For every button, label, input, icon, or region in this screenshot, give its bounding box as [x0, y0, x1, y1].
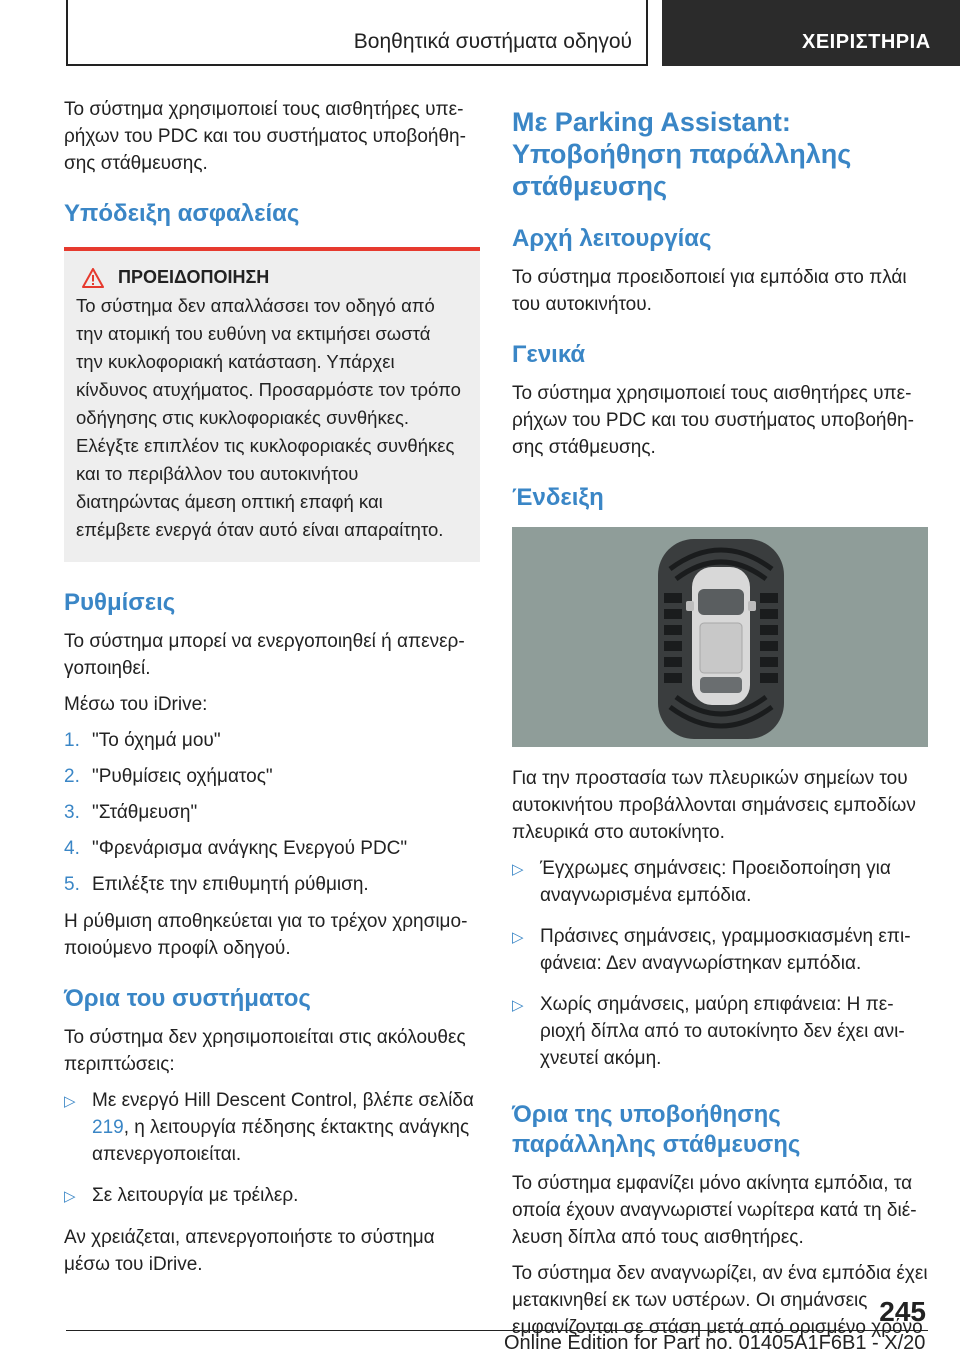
triangle-right-icon: ▷ — [64, 1188, 76, 1205]
list-item — [512, 855, 928, 909]
settings-heading: Ρυθμίσεις — [64, 589, 176, 616]
marker-text: Χωρίς σημάνσεις, μαύρη επιφάνεια: Η περιοχή δίπλα από το αυτοκίνητο δεν έχει ανιχνευτεί ακόμη. — [540, 994, 905, 1069]
step-text: "Φρενάρισμα ανάγκης Ενεργού PDC" — [92, 838, 408, 859]
triangle-right-icon: ▷ — [512, 861, 524, 878]
saved-profile-text: Η ρύθμιση αποθηκεύεται για το τρέχον χρησιμοποιούμενο προφίλ οδηγού. — [64, 911, 468, 959]
principle-text: Το σύστημα προειδοποιεί για εμπόδια στο πλάι του αυτοκινήτου. — [512, 267, 907, 315]
right-column — [512, 96, 928, 1350]
system-limits-heading: Όρια του συστήματος — [64, 985, 311, 1012]
step-text: "Το όχημά μου" — [92, 730, 221, 751]
main-heading: Με Parking Assistant: Υποβοήθηση παράλληλης στάθμευσης — [512, 107, 852, 201]
settings-text: Το σύστημα μπορεί να ενεργοποιηθεί ή απενεργοποιηθεί. — [64, 631, 465, 679]
limit-item-text: Σε λειτουργία με τρέιλερ. — [92, 1185, 299, 1206]
marker-text: Έγχρωμες σημάνσεις: Προειδοποίηση για αναγνωρισμένα εμπόδια. — [540, 858, 891, 906]
warning-triangle-icon — [82, 268, 104, 288]
system-limits-text: Το σύστημα δεν χρησιμοποιείται στις ακόλουθες περιπτώσεις: — [64, 1027, 466, 1075]
left-column — [64, 96, 480, 1287]
step-number: 2. — [64, 766, 80, 787]
list-item — [64, 871, 480, 898]
list-item — [64, 727, 480, 754]
warning-title: ΠΡΟΕΙΔΟΠΟΙΗΣΗ — [118, 267, 270, 287]
header-section-title: Βοηθητικά συστήματα οδηγού — [66, 0, 648, 66]
page-link-219[interactable]: 219 — [92, 1117, 124, 1138]
settings-steps-list — [64, 727, 480, 898]
step-number: 4. — [64, 838, 80, 859]
principle-heading: Αρχή λειτουργίας — [512, 225, 712, 252]
limit-item-text — [92, 1087, 480, 1168]
list-item — [512, 923, 928, 977]
step-text: "Στάθμευση" — [92, 802, 198, 823]
step-text: "Ρυθμίσεις οχήματος" — [92, 766, 273, 787]
footer-divider — [66, 1330, 928, 1331]
warning-text: Το σύστημα δεν απαλλάσσει τον οδηγό από την ατομική του ευθύνη να εκτιμήσει σωστά την κυκλοφοριακή κατάσταση. Υπάρχει κίνδυνος ατυχήματος. Προσαρμόστε τον τρόπο οδήγησης στις κυκλοφοριακές συνθήκες. Ελέγξτε επιπλέον τις κυκλοφοριακές συνθήκες και το περιβάλλον του αυτοκινήτου διατηρώντας άμεση οπτική επαφή και επέμβετε ενεργά όταν αυτό είναι απαραίτητο. — [76, 295, 461, 540]
limit-text-part: Με ενεργό Hill Descent Control, βλέπε σελίδα — [92, 1090, 474, 1111]
page-header — [66, 0, 960, 66]
display-heading: Ένδειξη — [512, 484, 604, 511]
marker-text: Πράσινες σημάνσεις, γραμμοσκιασμένη επιφάνεια: Δεν αναγνωρίστηκαν εμπόδια. — [540, 926, 911, 974]
warning-box — [64, 247, 480, 562]
list-item — [512, 991, 928, 1072]
parallel-limits-text-2: Το σύστημα δεν αναγνωρίζει, αν ένα εμπόδια έχει μετακινηθεί εκ των υστέρων. Οι σημάνσεις εμφανίζονται σε στάση μετά από ορισμένο χρόνο — [512, 1263, 928, 1338]
parking-display-image — [512, 527, 928, 747]
safety-heading: Υπόδειξη ασφαλείας — [64, 200, 300, 227]
step-number: 3. — [64, 802, 80, 823]
triangle-right-icon: ▷ — [64, 1093, 76, 1110]
list-item — [64, 1087, 480, 1168]
triangle-right-icon: ▷ — [512, 997, 524, 1014]
step-text: Επιλέξτε την επιθυμητή ρύθμιση. — [92, 874, 369, 895]
list-item — [64, 835, 480, 862]
car-top-view-illustration — [512, 527, 928, 747]
general-text: Το σύστημα χρησιμοποιεί τους αισθητήρες υπερήχων του PDC και του συστήματος υποβοήθησης στάθμευσης. — [512, 383, 914, 458]
parallel-limits-text-1: Το σύστημα εμφανίζει μόνο ακίνητα εμπόδια, τα οποία έχουν αναγνωριστεί νωρίτερα κατά τη διέλευση δίπλα από τους αισθητήρες. — [512, 1173, 917, 1248]
markers-list — [512, 855, 928, 1072]
deactivate-text: Αν χρειάζεται, απενεργοποιήστε το σύστημα μέσω του iDrive. — [64, 1227, 435, 1275]
triangle-right-icon: ▷ — [512, 929, 524, 946]
step-number: 1. — [64, 730, 80, 751]
list-item — [64, 1182, 480, 1210]
list-item — [64, 763, 480, 790]
list-item — [64, 799, 480, 826]
via-idrive-text: Μέσω του iDrive: — [64, 694, 208, 715]
limits-list — [64, 1087, 480, 1210]
display-text: Για την προστασία των πλευρικών σημείων του αυτοκινήτου προβάλλονται σημάνσεις εμποδίων πλευρικά στο αυτοκίνητο. — [512, 768, 916, 843]
limit-text-part: , η λειτουργία πέδησης έκτακτης ανάγκης απενεργοποιείται. — [92, 1117, 470, 1165]
parallel-limits-heading: Όρια της υποβοήθησης παράλληλης στάθμευσης — [512, 1101, 801, 1158]
edition-text: Online Edition for Part no. 01405A1F6B1 - X/20 — [504, 1332, 926, 1354]
intro-paragraph: Το σύστημα χρησιμοποιεί τους αισθητήρες υπερήχων του PDC και του συστήματος υποβοήθησης στάθμευσης. — [64, 99, 466, 174]
header-chapter-tab: ΧΕΙΡΙΣΤΗΡΙΑ — [662, 0, 960, 66]
step-number: 5. — [64, 874, 80, 895]
general-heading: Γενικά — [512, 341, 586, 368]
warning-title-row — [76, 267, 462, 288]
page-number: 245 — [879, 1296, 926, 1327]
